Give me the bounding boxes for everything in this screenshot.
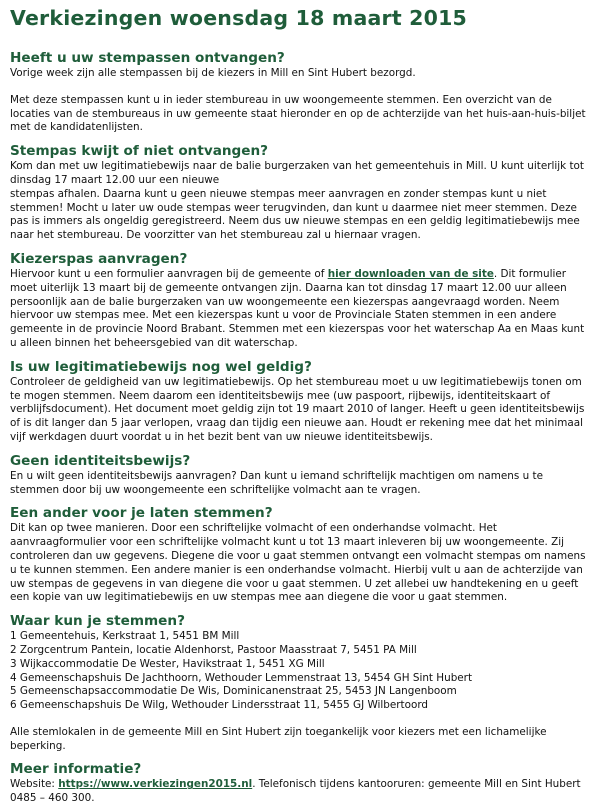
- section-geen-identiteitsbewijs: [10, 453, 590, 498]
- list-item: 2 Zorgcentrum Pantein, locatie Aldenhorst, Pastoor Maasstraat 7, 5451 PA Mill: [10, 643, 417, 656]
- paragraph: En u wilt geen identiteitsbewijs aanvragen? Dan kunt u iemand schriftelijk machtigen om namens u te stemmen door bij uw woongemeente een schriftelijke volmacht aan te vragen.: [10, 469, 543, 496]
- section-heading: Kiezerspas aanvragen?: [10, 250, 188, 267]
- list-item: 1 Gemeentehuis, Kerkstraat 1, 5451 BM Mill: [10, 630, 240, 643]
- section-heading: Heeft u uw stempassen ontvangen?: [10, 50, 285, 66]
- section-stempassen: [10, 50, 590, 135]
- section-heading: Waar kun je stemmen?: [10, 613, 185, 630]
- text: . Dit formulier moet uiterlijk 13 maart bij de gemeente ontvangen zijn. Daarna kan tot dinsdag 17 maart 12.00 uur alleen persoonlijk aan de balie burgerzaken van uw woongemeente een kiezerspas aangevraagd worden. Neem hiervoor uw stempas mee. Met een kiezerspas kunt u voor de Provinciale Staten stemmen in een andere gemeente in de provincie Noord Brabant. Stemmen met een kiezerspas voor het waterschap Aa en Maas kunt u alleen binnen het beheersgebied van dit waterschap.: [10, 267, 585, 349]
- page-title: Verkiezingen woensdag 18 maart 2015: [10, 6, 468, 30]
- section-heading: Een ander voor je laten stemmen?: [10, 505, 273, 522]
- section-stemlocaties: [10, 613, 590, 753]
- download-form-link[interactable]: hier downloaden van de site: [327, 267, 494, 280]
- paragraph: [10, 268, 590, 351]
- website-link[interactable]: https://www.verkiezingen2015.nl: [58, 778, 253, 791]
- section-volmacht: [10, 505, 590, 605]
- list-item: 3 Wijkaccommodatie De Wester, Havikstraat 1, 5451 XG Mill: [10, 657, 325, 670]
- section-kiezerspas: [10, 251, 590, 351]
- section-heading: Stempas kwijt of niet ontvangen?: [10, 143, 269, 160]
- section-heading: Is uw legitimatiebewijs nog wel geldig?: [10, 358, 312, 375]
- paragraph: Kom dan met uw legitimatiebewijs naar de balie burgerzaken van het gemeentehuis in Mill. U kunt uiterlijk tot dinsdag 17 maart 12.00 uur een nieuwe: [10, 160, 584, 186]
- list-item: 6 Gemeenschapshuis De Wilg, Wethouder Lindersstraat 11, 5455 GJ Wilbertoord: [10, 699, 429, 712]
- paragraph: Dit kan op twee manieren. Door een schriftelijke volmacht of een onderhandse volmacht. Het aanvraagformulier voor een schriftelijke volmacht kunt u tot 13 maart inleveren bij uw woongemeente. Zij controleren dan uw gegevens. Diegene die voor u gaat stemmen ontvangt een volmacht stempas om namens u te kunnen stemmen. Een andere manier is een onderhandse volmacht. Hierbij vult u aan de achterzijde van uw stempas de gegevens in van diegene die voor u gaat stemmen. U zet allebei uw handtekening en u geeft een kopie van uw legitimatiebewijs en uw stempas mee aan diegene die voor u gaat stemmen.: [10, 522, 586, 604]
- section-legitimatie: [10, 359, 590, 445]
- paragraph: Controleer de geldigheid van uw legitimatiebewijs. Op het stembureau moet u uw legitimatiebewijs tonen om te mogen stemmen. Neem daarom een identiteitsbewijs mee (uw paspoort, rijbewijs, identiteitskaart of verblijfsdocument). Het document moet geldig zijn tot 19 maart 2010 of langer. Heeft u geen identiteitsbewijs of is dit langer dan 5 jaar verlopen, vraag dan tijdig een nieuwe aan. Houdt er rekening mee dat het minimaal vijf werkdagen duurt voordat u in het bezit bent van uw nieuwe identiteitsbewijs.: [10, 375, 585, 443]
- paragraph: [10, 778, 590, 806]
- list-item: 4 Gemeenschapshuis De Jachthoorn, Wethouder Lemmenstraat 13, 5454 GH Sint Hubert: [10, 671, 473, 684]
- text: Website:: [10, 778, 59, 791]
- section-heading: Meer informatie?: [10, 761, 142, 778]
- paragraph: Met deze stempassen kunt u in ieder stembureau in uw woongemeente stemmen. Een overzicht van de locaties van de stembureaus in uw gemeente staat hieronder en op de achterzijde van het huis-aan-huis-biljet met de kandidatenlijsten.: [10, 93, 586, 134]
- paragraph: Alle stemlokalen in de gemeente Mill en Sint Hubert zijn toegankelijk voor kiezers met een lichamelijke beperking.: [10, 725, 547, 752]
- paragraph: stempas afhalen. Daarna kunt u geen nieuwe stempas meer aanvragen en zonder stempas kunt u niet stemmen! Mocht u later uw oude stempas weer terugvinden, dan kunt u daarmee niet meer stemmen. Deze pas is immers als ongeldig geregistreerd. Neem dus uw nieuwe stempas en een geldig legitimatiebewijs mee naar het stembureau. De voorzitter van het stembureau zal u hiernaar vragen.: [10, 187, 580, 242]
- list-item: 5 Gemeenschapsaccommodatie De Wis, Dominicanenstraat 25, 5453 JN Langenboom: [10, 685, 457, 698]
- section-meer-informatie: [10, 761, 590, 806]
- text: Hiervoor kunt u een formulier aanvragen bij de gemeente of: [10, 267, 328, 280]
- section-heading: Geen identiteitsbewijs?: [10, 452, 191, 469]
- text: . Telefonisch tijdens kantooruren: gemeente Mill en Sint Hubert 0485 – 460 300.: [10, 778, 581, 805]
- paragraph: Vorige week zijn alle stempassen bij de kiezers in Mill en Sint Hubert bezorgd.: [10, 67, 416, 79]
- section-stempas-kwijt: [10, 143, 590, 243]
